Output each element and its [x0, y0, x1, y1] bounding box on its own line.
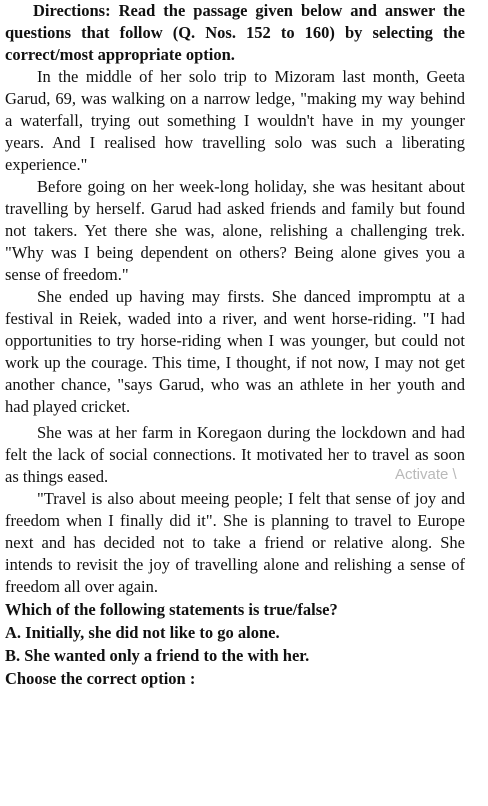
passage-paragraph-5: "Travel is also about meeing people; I felt that sense of joy and freedom when I finally did it". She is planning to travel to Europe next and has decided not to take a friend or relative along. She intends to revisit the joy of travelling alone and relishing a sense of freedom all over again.	[5, 489, 465, 596]
document-page	[5, 0, 465, 690]
passage-paragraph-4: She was at her farm in Koregaon during the lockdown and had felt the lack of social connections. It motivated her to travel as soon as things eased.	[5, 423, 465, 486]
passage-paragraph-3: She ended up having may firsts. She danced impromptu at a festival in Reiek, waded into a river, and went horse-riding. "I had opportunities to try horse-riding when I was younger, but could not work up the courage. This time, I thought, if not now, I may not get another chance, "says Garud, who was an athlete in her youth and had played cricket.	[5, 287, 465, 416]
passage-paragraph-2: Before going on her week-long holiday, she was hesitant about travelling by herself. Garud had asked friends and family but found not takers. Yet there she was, alone, relishing a challenging trek. "Why was I being dependent on others? Being alone gives you a sense of freedom."	[5, 177, 465, 284]
choose-option-text: Choose the correct option :	[5, 669, 196, 688]
activate-watermark: Activate \	[395, 466, 457, 483]
passage-paragraph-1: In the middle of her solo trip to Mizoram last month, Geeta Garud, 69, was walking on a narrow ledge, "making my way behind a waterfall, trying out something I wouldn't have in my younger years. And I realised how travelling solo was such a liberating experience."	[5, 67, 465, 174]
question-prompt: Which of the following statements is true/false?	[5, 600, 338, 619]
statement-b: B. She wanted only a friend to the with her.	[5, 646, 310, 665]
directions-text: Directions: Read the passage given below and answer the questions that follow (Q. Nos. 152 to 160) by selecting the correct/most appropriate option.	[5, 1, 465, 64]
statement-a: A. Initially, she did not like to go alone.	[5, 623, 280, 642]
